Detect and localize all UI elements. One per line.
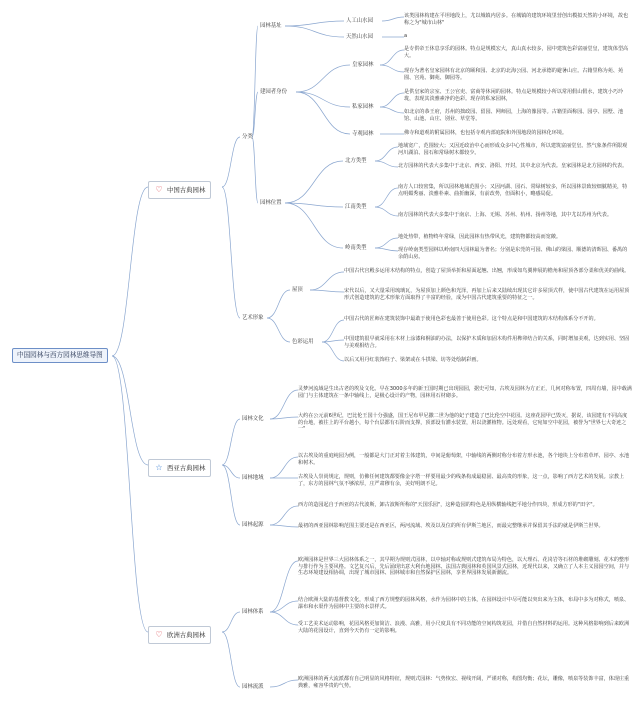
text-royal-2: 现存为著名皇家园林有北京的颐和园、北京的北海公园、河北承德的避暑山庄。古籍里称为苑、苑囿、宫苑、御苑、御园等。 (404, 68, 624, 81)
connector-line (375, 147, 398, 161)
leaf-private-gardens[interactable]: 私家园林 (352, 104, 374, 110)
leaf-jiangnan-type[interactable]: 江南类型 (345, 204, 367, 210)
connector-line (270, 612, 298, 625)
connector-line (270, 417, 298, 419)
connector-line (375, 207, 398, 216)
connector-line (382, 17, 404, 21)
connector-line (270, 506, 298, 525)
connector-line (380, 107, 404, 113)
branch-roof[interactable]: 屋顶 (292, 287, 303, 293)
connector-line (222, 465, 240, 478)
connector-line (380, 50, 404, 65)
connector-line (310, 290, 344, 292)
connector-line (270, 601, 298, 612)
connector-line (285, 203, 343, 207)
leaf-royal-gardens[interactable]: 皇家园林 (352, 62, 374, 68)
connector-line (322, 340, 344, 342)
connector-line (222, 612, 240, 632)
text-private-2: 如北京的恭王府，苏州的拙政园、留园、网师园，上海的豫园等。古籍里面称园、园亭、园墅、池馆、山池、山庄、别业、草堂等。 (404, 109, 624, 122)
connector-line (285, 21, 344, 26)
connector-line (112, 356, 148, 465)
text-origin-1: 西方的造园起自于西亚的古代波斯，卸古波斯所称的"天国乐园"，这种造园的特色是用纵横轴线把平地分作四块，形成方形的"田字"。 (298, 502, 598, 508)
connector-line (380, 93, 404, 107)
subtopic-artistic-image[interactable]: 艺术形象 (242, 315, 264, 321)
subtopic-classification[interactable]: 分类 (242, 134, 253, 140)
text-temple: 佛寺和道观的附属园林，也包括寺观内部庭院和外围地段的园林化环境。 (404, 130, 568, 136)
connector-line (310, 272, 344, 290)
topic-west-asia-gardens[interactable] (148, 459, 211, 477)
text-northern-1: 地域宽广，范围较大；又因近政治中心而形成众多中心性城市，所以建筑富丽堂皇。然气象条件所限观河川湖泊、园石和常绿树木都较少。 (398, 143, 628, 156)
branch-garden-culture[interactable]: 园林文化 (242, 416, 264, 422)
text-lingnan-1: 地处热带，植物终年常绿，因此园林有热带风光，建筑物都较高而宽敞。 (398, 234, 562, 240)
topic-europe-gardens[interactable] (148, 626, 211, 644)
text-roof-2: 宋代以后，又大量采用琉璃瓦，为屋顶加上颜色和光泽，再加上后来又陆续出现其它许多屋顶式样，使中国古代建筑在运用屋顶形式创造建筑的艺术形象方面取得了丰富的经验，成为中国古代建筑重要的特征之一。 (344, 288, 630, 301)
connector-line (222, 137, 240, 187)
text-culture-2: 大约在公元前6世纪，巴比伦王国十分强盛，国王尼布甲尼撒二世为他的妃子建造了巴比伦空中花园。这座花园甲已毁灭，据说，该园建有不同高度的台地，被往上的平台越小，每个台层都有石阶而支撑，顶部设有灌水装置，用以浇灌植物。远处观看，它宛如空中花园，被誉为"世界七大奇迹之一" (298, 413, 628, 433)
connector-line (375, 188, 398, 207)
text-jiangnan-1: 南方人口较密集，所以园林地域范围小；又因河湖、园石、常绿树较多，所以园林景致较细腻精美，特点明媚秀丽、淡雅朴素、曲折幽深，有前改势，但面积小，略感局促。 (398, 184, 628, 197)
connector-line (296, 92, 350, 134)
text-roof-1: 中国古代宫殿多运用木结构的特点，创造了屋顶举折和屋面起翘、出翘，形成如鸟翼伸展的檐角和屋顶各部分柔和优美的曲线。 (344, 268, 630, 274)
topic-label: 西亚古典园林 (167, 463, 206, 472)
branch-color-use[interactable]: 色彩运用 (292, 339, 314, 345)
text-private-1: 是供皇家的宗室、王公官吏、富商等休闲的园林。特点是规模较小所以常用假山假水，建筑小巧玲珑，表现其淡雅素净的色彩。现存的私家园林， (404, 89, 624, 102)
branch-garden-region[interactable]: 园林地域 (242, 475, 264, 481)
text-system-1: 欧洲园林是世界三大园林体系之一，其早期为规则式园林，以中轴对称或规则式建筑布局为特色，以大理石、花岗岩等石材的堆砌雕刻、花木的整形与排行作为主要风格。文艺复兴后，先后涌现出意大利台地园林、法国古典园林和英国风景式园林，近现代以来，又确立了人本主义园园空间，并与生态环境建设相协调，出现了城市园林、园林城市和自然保护区园林，享世界园林发展新潮流。 (298, 557, 630, 577)
branch-garden-origin[interactable]: 园林起源 (242, 522, 264, 528)
connector-line (112, 187, 148, 356)
connector-line (375, 161, 398, 167)
connector-line (270, 457, 298, 478)
connector-line (267, 318, 290, 342)
connector-line (270, 390, 298, 419)
text-royal-1: 是专供帝王休息享乐的园林。特点是规模宏大，真山真水较多，园中建筑色彩富丽堂皇，建筑体型高大。 (404, 46, 629, 59)
text-origin-2: 最初的西亚园林影响范围主要还是在西亚区，两河流域、埃及以及位的所有伊斯兰地区，而最完整继承并保留其手法的就是伊斯兰世界。 (298, 523, 604, 529)
heart-icon: ♡ (155, 630, 163, 639)
text-artificial-landscape: 该类园林构建在平坦地段上，尤以城镇内居多。在城镇的建筑环境里营创出模拟天然的小环境，故也称之为"城市山林" (404, 13, 629, 26)
topic-label: 欧洲古典园林 (167, 630, 206, 639)
text-system-3: 受工艺美术运动影响，花园风格更加简洁、浪漫、高雅，用小尺度具有不同功能的空间构筑花园，并借自自然材料的运用。这种风格影响到后来欧洲大陆的花园设计，直到今天仍有一定的影响。 (298, 621, 630, 634)
connector-line (322, 342, 344, 361)
leaf-artificial-landscape[interactable]: 人工山水园 (346, 18, 373, 24)
connector-line (270, 680, 298, 687)
connector-line (252, 92, 258, 137)
leaf-natural-landscape[interactable]: 天然山水园 (346, 34, 373, 40)
branch-garden-school[interactable]: 园林流派 (242, 684, 264, 690)
text-natural-landscape: a (404, 33, 408, 39)
text-color-3: 以后又用丹红装饰柱子、梁架或在斗拱梁、坊等处绘制彩画。 (344, 357, 482, 363)
branch-site[interactable]: 园林基址 (260, 23, 282, 29)
leaf-northern-type[interactable]: 北方类型 (345, 158, 367, 164)
connector-line (285, 161, 343, 203)
topic-label: 中国古典园林 (167, 185, 206, 194)
connector-line (222, 419, 240, 465)
connector-line (267, 290, 290, 318)
branch-location[interactable]: 园林位置 (260, 200, 282, 206)
connector-line (270, 525, 298, 527)
text-lingnan-2: 现存岭南类型园林以岭南四大园林最为著名；分别是东莞的可园、佛山的梁园、顺德的清晖园、番禺的余荫山房。 (398, 247, 628, 260)
text-school: 欧洲园林的两大流派都有自己明显的风格特征，规则式园林：气势恢宏、视线开阔，严谨对称，构图均衡；花坛，雕像，喷泉等装饰丰富，体现庄重典雅，雍容华贵的气势。 (298, 676, 630, 689)
branch-owner-identity[interactable]: 建园者身份 (260, 89, 287, 95)
connector-line (252, 26, 258, 137)
connector-line (222, 187, 240, 318)
text-jiangnan-2: 南方园林的代表大多集中于南京、上海、无锡、苏州、杭州、扬州等地，其中尤以苏州为代表。 (398, 212, 612, 218)
branch-garden-system[interactable]: 园林体系 (242, 609, 264, 615)
connector-line (112, 356, 148, 632)
text-color-2: 中国建筑很早就采用在木材上涂漆和桐油的办法，以保护木质和加固木构件用榫卯结合的关系，同时增加美观，达到实用、坚固与美观相结合。 (344, 336, 630, 349)
text-northern-2: 北方园林的代表大多集中于北京、西安、洛阳、开封，其中北京为代表。皇家园林是北方园林的代表。 (398, 163, 628, 169)
connector-line (375, 238, 398, 248)
root-topic[interactable]: 中国园林与西方园林思维导图 (12, 348, 108, 363)
text-system-2: 结合欧洲大陆的基督教文化，形成了西方规整的园林风格，水作为园林中的主体，在园林设计中尽可能以突出来为主体，布局中多为对称式，喷泉、瀑布和水渠作为园林中主要的水景样式。 (298, 597, 630, 610)
text-region-1: 以古埃及的重庭纯园为例，一般都是大门正对着主体建筑，中间是葡萄架，中轴线的两侧对称分布着方形水池，各个地块上分布着草坪、园亭、水池和树木。 (298, 453, 630, 466)
connector-line (285, 26, 344, 37)
heart-icon: ♡ (155, 185, 163, 194)
connector-line (296, 92, 350, 107)
leaf-lingnan-type[interactable]: 岭南类型 (345, 245, 367, 251)
topic-china-gardens[interactable] (148, 181, 211, 199)
connector-line (322, 320, 344, 342)
text-color-1: 中国古代的匠师在建筑装饰中最敢于使用色彩也最善于使用色彩。这个特点是和中国建筑的木结构体系分不开的。 (344, 316, 599, 322)
connector-line (296, 65, 350, 92)
connector-line (375, 248, 398, 251)
text-region-2: 古埃及人崇尚规定，规则，仿佛任何建筑都要像金字塔一样要用最少的线条构成最稳固、最高贵的形象，这一点，影响了西方艺术的发展。宗教上了，东方的园林气氛不够浓厚，庄严肃穆有余，美好明朗不足。 (298, 474, 625, 487)
connector-line (222, 465, 240, 525)
connector-line (252, 137, 258, 203)
text-culture-1: 灵梦河流域是生出古老的埃及文化。早在3000多年的新王国时期已出现园园，据史可知，古埃及园林为方正正，几何对称布置，四周有墙，园中载满园门与主体建筑在一条中轴线上，是极心设计的产物，园林用石材砌多。 (298, 386, 632, 399)
leaf-temple-gardens[interactable]: 寺观园林 (352, 131, 374, 137)
connector-line (222, 632, 240, 687)
star-icon: ☆ (155, 463, 163, 472)
connector-line (285, 203, 343, 248)
connector-line (380, 65, 404, 72)
connector-line (270, 561, 298, 612)
